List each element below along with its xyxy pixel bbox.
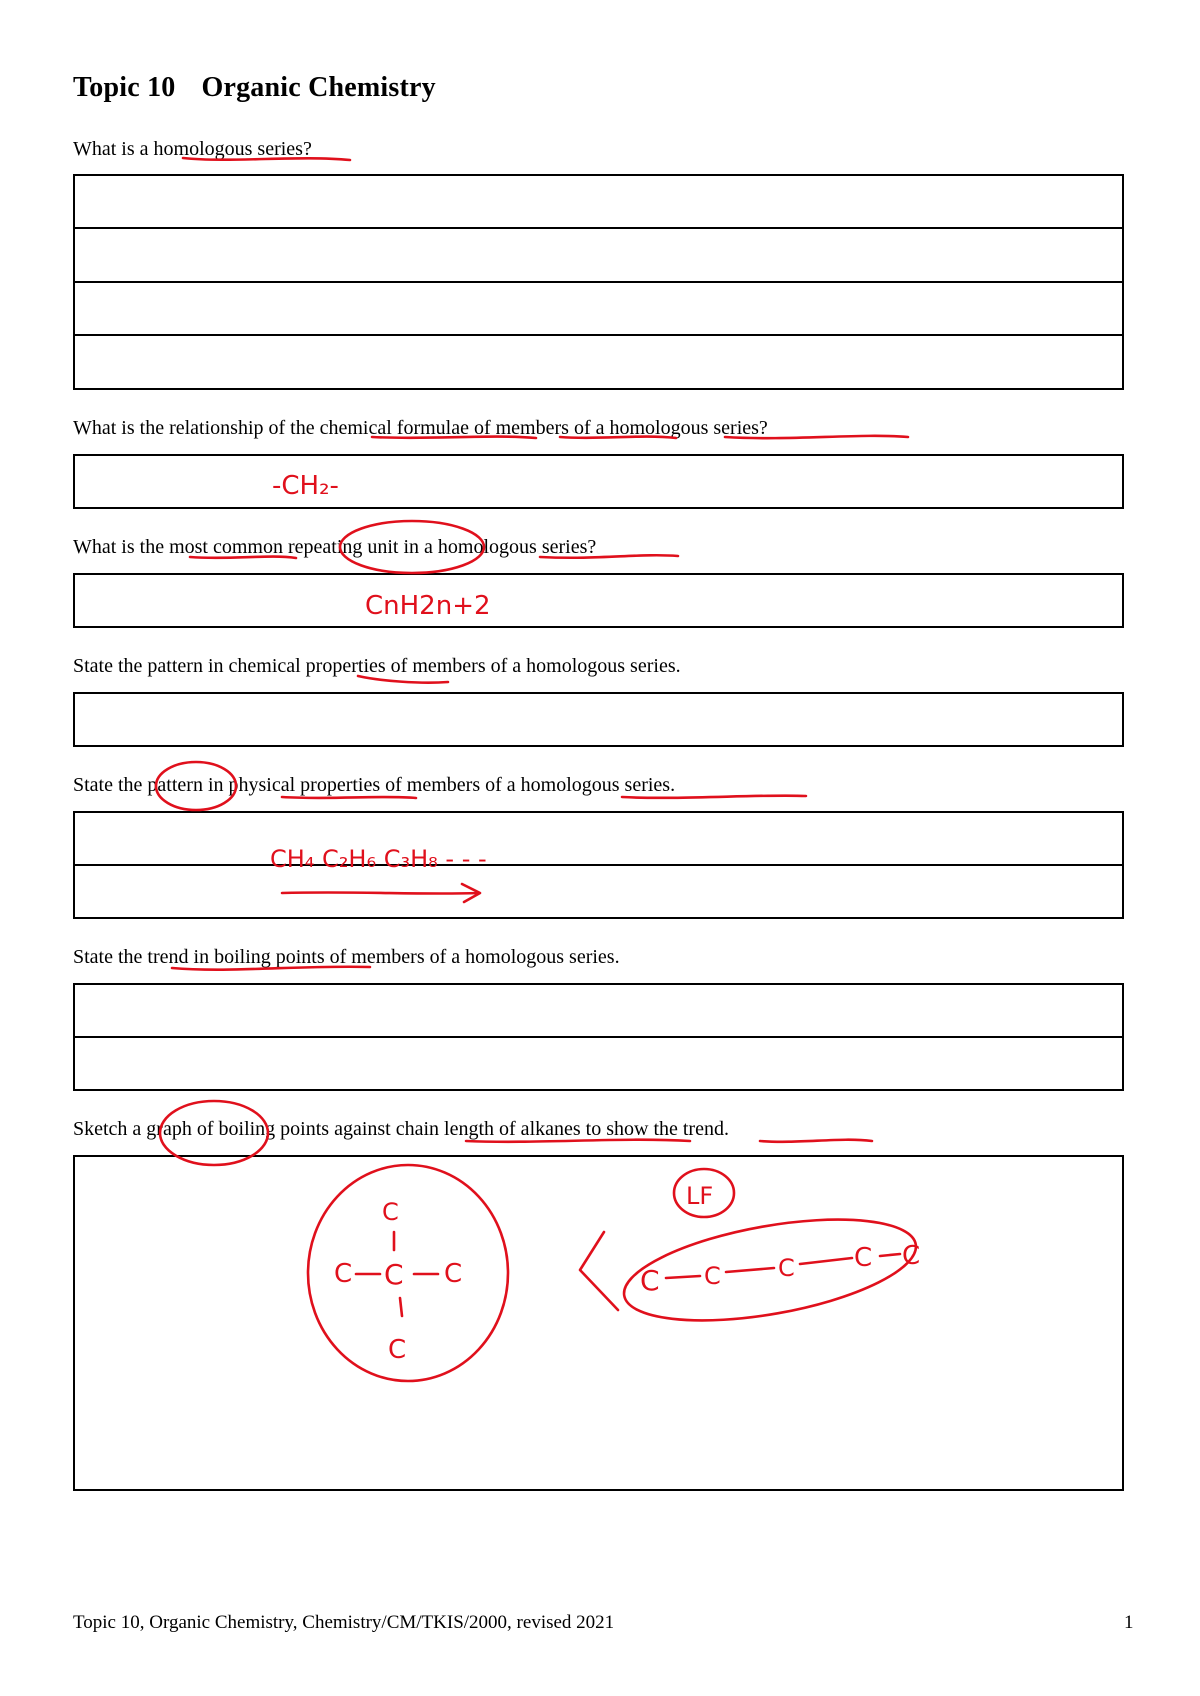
question-1: What is a homologous series? <box>73 138 312 160</box>
question-5: State the pattern in physical properties of members of a homologous series. <box>73 774 676 796</box>
ink-carbon-right: C <box>444 1259 463 1289</box>
footer-text: Topic 10, Organic Chemistry, Chemistry/CM/TKIS/2000, revised 2021 <box>73 1612 615 1633</box>
answer-box-4[interactable] <box>73 692 1124 747</box>
ink-chain-carbon-2: C <box>704 1262 721 1290</box>
ink-carbon-top: C <box>382 1198 399 1226</box>
answer-box-2[interactable] <box>73 454 1124 509</box>
ink-alkane-series: CH₄ C₂H₆ C₃H₈ - - - <box>270 845 487 873</box>
answer-box-3[interactable] <box>73 573 1124 628</box>
question-3: What is the most common repeating unit in a homologous series? <box>73 536 597 558</box>
question-6: State the trend in boiling points of members of a homologous series. <box>73 946 620 968</box>
question-7: Sketch a graph of boiling points against chain length of alkanes to show the trend. <box>73 1118 729 1140</box>
answer-box-6[interactable] <box>73 983 1124 1091</box>
answer-line <box>75 864 1122 866</box>
answer-box-1[interactable] <box>73 174 1124 390</box>
underline-the-trend <box>760 1140 872 1142</box>
question-4: State the pattern in chemical properties of members of a homologous series. <box>73 655 681 677</box>
ink-chain-carbon-4: C <box>854 1243 873 1273</box>
ink-chain-carbon-1: C <box>640 1264 660 1297</box>
topic-number: Topic 10 <box>73 72 176 103</box>
ink-carbon-left: C <box>334 1259 353 1289</box>
answer-line <box>75 227 1122 229</box>
ink-chain-carbon-3: C <box>778 1254 795 1282</box>
ink-carbon-center: C <box>384 1258 404 1291</box>
ink-lf: LF <box>686 1182 714 1210</box>
answer-line <box>75 1036 1122 1038</box>
ink-general-formula: CnH2n+2 <box>365 591 491 621</box>
sketch-box[interactable] <box>73 1155 1124 1491</box>
page-title <box>73 72 436 104</box>
page-number: 1 <box>1124 1612 1134 1633</box>
topic-subject: Organic Chemistry <box>201 72 436 103</box>
question-2: What is the relationship of the chemical formulae of members of a homologous series? <box>73 417 768 439</box>
ink-carbon-bottom: C <box>388 1335 407 1365</box>
answer-line <box>75 281 1122 283</box>
ink-ch2: -CH₂- <box>272 471 339 501</box>
answer-line <box>75 334 1122 336</box>
answer-box-5[interactable] <box>73 811 1124 919</box>
ink-chain-carbon-5: C <box>902 1241 921 1271</box>
underline-physical-properties <box>282 797 416 798</box>
